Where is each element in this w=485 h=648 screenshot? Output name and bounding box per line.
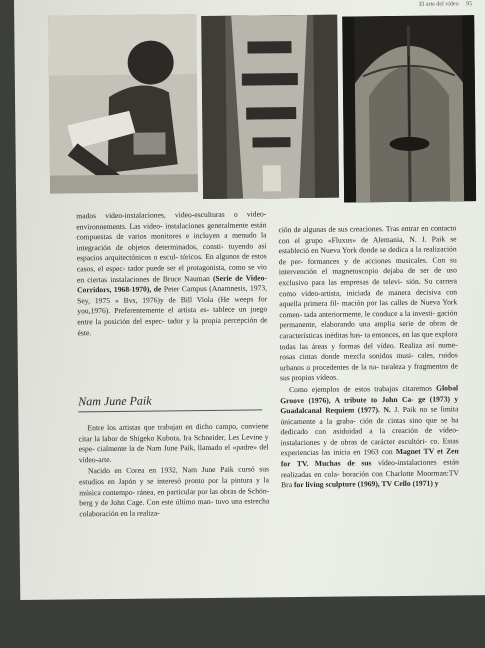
left-paragraph-1: mados video-instalaciones, video-esculturas o video-environnements. Las video- instalaciones generalmente están compuestas de varios monitores e incluyen a menudo la integración de objetos determinados, consti- tuyendo así espacios arquitectónicos o escul- tóricos. En algunos de estos casos, el espec- tador puede ser el protagonista, como se vio en ciertas instalaciones de Bruce Nauman (Serie de Video-Corridors, 1968-1970), de Peter Campus (Anamnesis, 1973, Sey, 1975 » Bvs, 1976)y de Bill Viola (He weeps for you,1976). Preferentemente el artista es- tablece un juego entre la posición del espec- tador y la propia percepción de éste.	[76, 209, 268, 337]
page-number: 95	[466, 1, 473, 8]
left-column-intro	[76, 209, 267, 339]
right-column	[278, 223, 459, 492]
photo-ceiling-with-suspended-monitors	[201, 15, 339, 199]
right-paragraph-1: ción de algunas de sus creaciones. Tras entrar en contacto con el grupo «Fluxus» de Alemania, N. J. Paik se estableció en Nueva York donde se dedica a la realización de per- formances y de acciones musicales. Con su intervención el magnetoscopio dejaba de ser de uso exclusivo para las empresas de televi- sión. Su carrera como vídeo-artista, iniciada de manera decisiva con aquella primera fil- mación por las calles de Nueva York comen- tada anteriormente, le conduce a la investi- gación permanente, elaborando una amplia serie de obras de características inéditas has- ta entonces, en las que explora todas las áreas y formas del vídeo. Realiza así nume- rosas cintas donde mezcla sonidos musi- cales, ruidos urbanos o procedentes de la na- turaleza y fragmentos de sus propios vídeos.	[278, 223, 458, 383]
left-paragraph-3: Nacido en Corea en 1932, Nam June Paik cursó sus estudios en Japón y se interesó pronto por la pintura y la música contempo- ránea, en particular por las obras de Schön- berg y de John Cage. Con este último man- tuvo una estrecha colaboración en la realiza-	[79, 464, 270, 519]
running-head	[413, 1, 472, 8]
running-head-title: El arte del vídeo	[419, 1, 459, 8]
page-shadow	[0, 600, 485, 648]
right-paragraph-2: Como ejemplos de estos trabajos citaremos Global Groove (1976), A tribute to John Ca- ge (1973) y Guadalcanal Requiem (1977). N. J. Paik no se limita únicamente a la graba- ción de cintas sino que se ha dedicado con asiduidad a la creación de vídeo- instalaciones y de obras de carácter escultóri- co. Estas experiencias las inicia en 1963 con Magnet TV et Zen for TV. Muchas de sus vídeo-instalaciones están realizadas en cola- boración con Charlotte Moorman:TV Bra for living sculpture (1969), TV Cello (1971) y	[280, 383, 460, 490]
book-page	[14, 0, 485, 600]
left-paragraph-2: Entre los artistas que trabajan en dicho campo, conviene citar la labor de Shigeko Kubota, Ira Schneider, Les Levine y espe- cialmente la de Nam June Paik, llamado el «padre» del vídeo-arte.	[78, 421, 269, 465]
photo-gothic-vault-with-chandelier	[342, 15, 476, 202]
left-column-section	[78, 421, 269, 520]
section-title: Nam June Paik	[78, 392, 262, 412]
photo-person-at-video-installation	[48, 14, 198, 194]
